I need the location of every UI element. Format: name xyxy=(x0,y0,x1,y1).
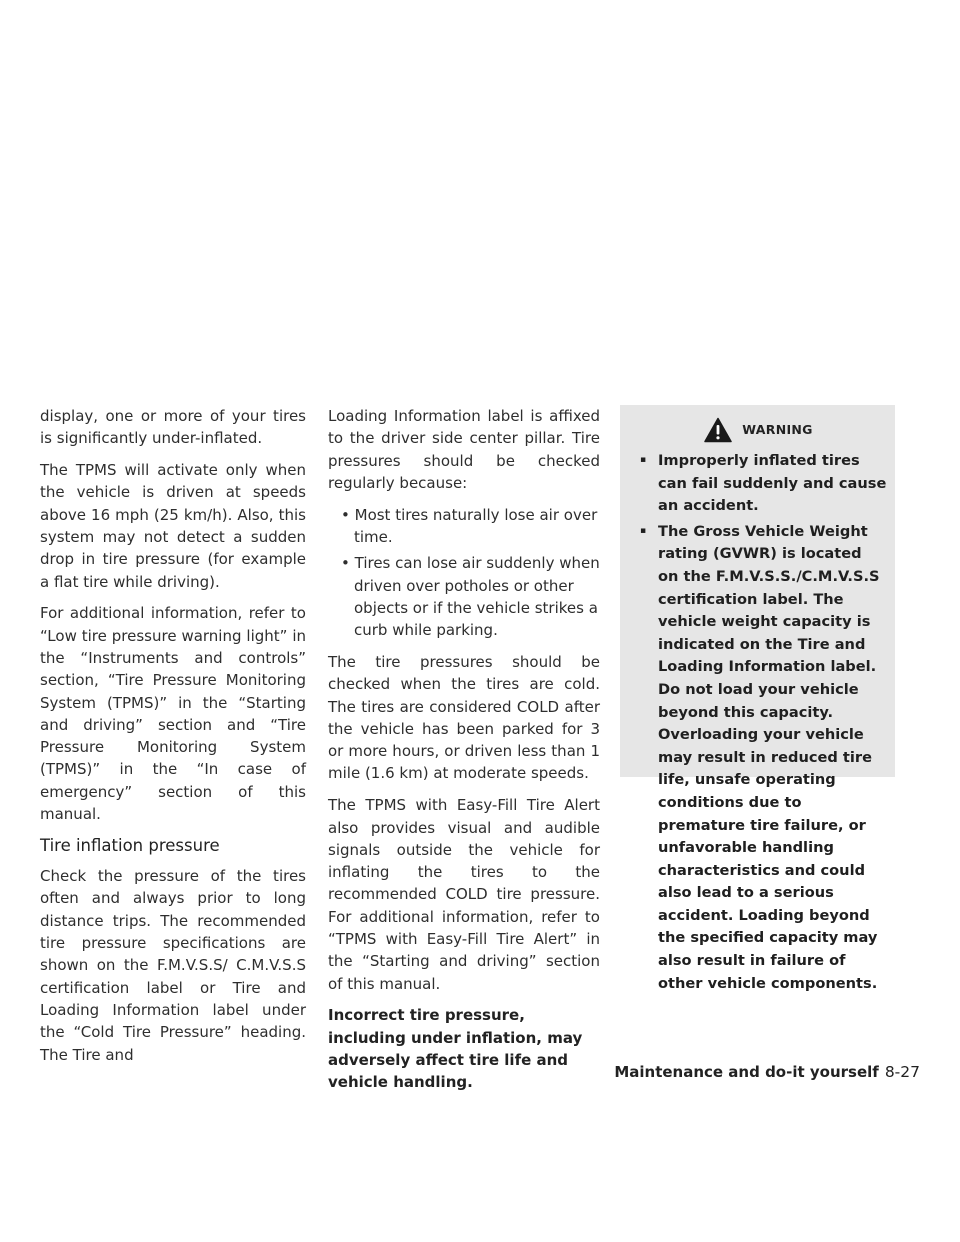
section-heading: Tire inflation pressure xyxy=(40,835,220,855)
page-footer xyxy=(614,1063,920,1081)
paragraph: The TPMS will activate only when the vehicle is driven at speeds above 16 mph (25 km/h). Also, this system may not detect a sudden drop in tire pressure (for example a flat tire while driving). xyxy=(40,461,306,591)
warning-item: ▪ Improperly inflated tires can fail suddenly and cause an accident. xyxy=(630,449,887,518)
warning-header xyxy=(630,415,887,445)
paragraph: The TPMS with Easy-Fill Tire Alert also provides visual and audible signals outside the vehicle for inflating the tires to the recommended COLD tire pressure. For additional information, refer to “TPMS with Easy-Fill Tire Alert” in the “Starting and driving” section of this manual. xyxy=(328,796,600,993)
page-number: 8-27 xyxy=(884,1063,920,1081)
warning-title: WARNING xyxy=(742,421,813,437)
text-column-middle xyxy=(328,405,600,1103)
warning-triangle-icon xyxy=(704,417,732,443)
warning-item: ▪ The Gross Vehicle Weight rating (GVWR) is located on the F.M.V.S.S./C.M.V.S.S certification label. The vehicle weight capacity is indicated on the Tire and Loading Information label. Do not load your vehicle beyond this capacity. Overloading your vehicle may result in reduced tire life, unsafe operating conditions due to premature tire failure, or unfavorable handling characteristics and could also lead to a serious accident. Loading beyond the specified capacity may also result in failure of other vehicle components. xyxy=(630,520,887,995)
bullet-list xyxy=(328,504,600,642)
list-item: • Most tires naturally lose air over time. xyxy=(341,504,600,549)
warning-box xyxy=(620,405,895,992)
paragraph: Loading Information label is affixed to the driver side center pillar. Tire pressures should be checked regularly because: xyxy=(328,407,600,492)
paragraph: Check the pressure of the tires often and always prior to long distance trips. The recommended tire pressure specifications are shown on the F.M.V.S.S/ C.M.V.S.S certification label or Tire and Loading Information label under the “Cold Tire Pressure” heading. The Tire and xyxy=(40,867,306,1064)
paragraph: The tire pressures should be checked when the tires are cold. The tires are considered COLD after the vehicle has been parked for 3 or more hours, or driven less than 1 mile (1.6 km) at moderate speeds. xyxy=(328,652,600,783)
text-column-left xyxy=(40,405,306,1075)
paragraph: For additional information, refer to “Low tire pressure warning light” in the “Instruments and controls” section, “Tire Pressure Monitoring System (TPMS)” in the “Starting and driving” section and “Tire Pressure Monitoring System (TPMS)” in the “In case of emergency” section of this manual. xyxy=(40,604,306,824)
paragraph: display, one or more of your tires is significantly under-inflated. xyxy=(40,407,306,448)
bold-paragraph: Incorrect tire pressure, including under inflation, may adversely affect tire life and vehicle handling. xyxy=(328,1006,583,1092)
warning-list xyxy=(630,449,887,995)
list-item: • Tires can lose air suddenly when driven over potholes or other objects or if the vehicle strikes a curb while parking. xyxy=(341,552,600,641)
footer-section-title: Maintenance and do-it yourself xyxy=(614,1063,879,1081)
